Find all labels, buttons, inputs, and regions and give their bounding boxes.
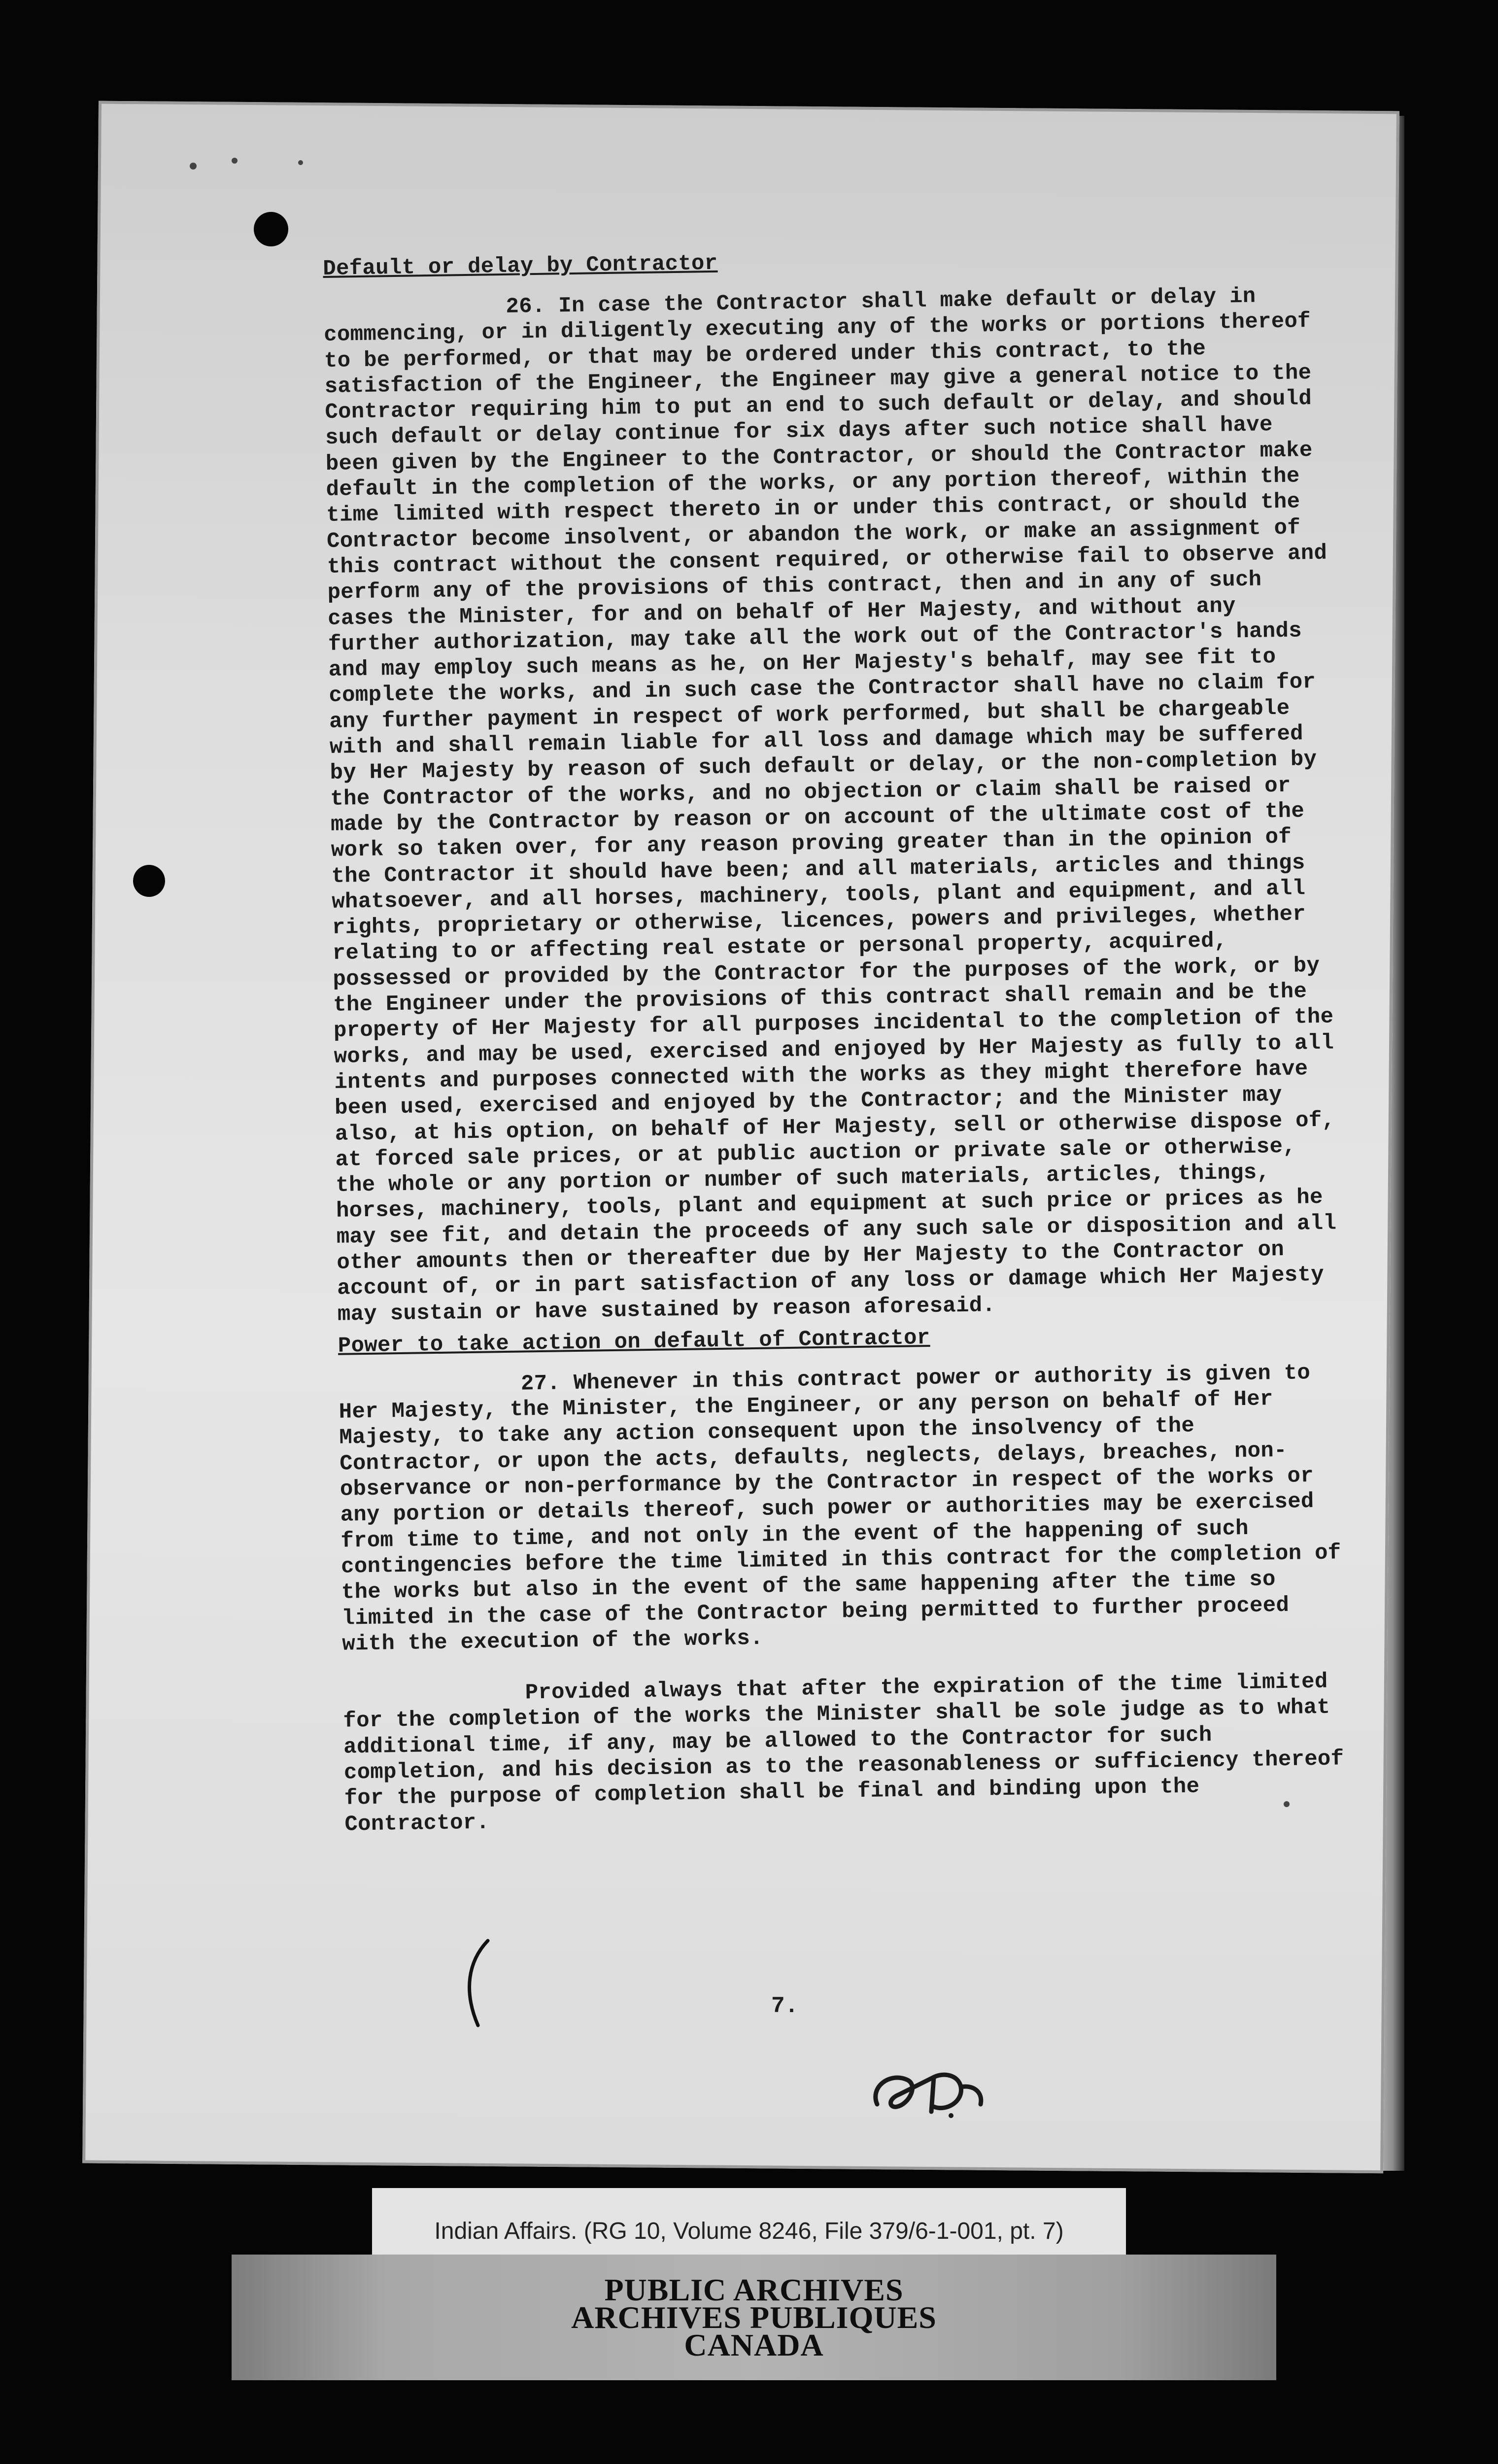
archive-reference: Indian Affairs. (RG 10, Volume 8246, File 379/6-1-001, pt. 7) xyxy=(434,2218,1064,2244)
archive-stamp-text xyxy=(232,2255,1276,2380)
section-26-paragraph: 26. In case the Contractor shall make default or delay in commencing, or in diligently executing any of the works or portions thereof to be performed, or that may be ordered under this contract, to the satisfaction of the Engineer, the Engineer may give a general notice to the Contractor requiring him to put an end to such default or delay, and should such default or delay continue for six days after such notice shall have been given by the Engineer to the Contractor, or should the Contractor make default in the completion of the works, or any portion thereof, within the time limited with respect thereto in or under this contract, or should the Contractor become insolvent, or abandon the work, or make an assignment of this contract without the consent required, or otherwise fail to observe and perform any of the provisions of this contract, then and in any of such cases the Minister, for and on behalf of Her Majesty, and without any further authorization, may take all the work out of the Contractor's hands and may employ such means as he, on Her Majesty's behalf, may see fit to complete the works, and in such case the Contractor shall have no claim for any further payment in respect of work performed, but shall be chargeable with and shall remain liable for all loss and damage which may be suffered by Her Majesty by reason of such default or delay, or the non-completion by the Contractor of the works, and no objection or claim shall be raised or made by the Contractor by reason or on account of the ultimate cost of the work so taken over, for any reason proving greater than in the opinion of the Contractor it should have been; and all materials, articles and things whatsoever, and all horses, machinery, tools, plant and equipment, and all rights, proprietary or otherwise, licences, powers and privileges, whether relating to or affecting real estate or personal property, acquired, possessed or provided by the Contractor for the purposes of the work, or by the Engineer under the provisions of this contract shall remain and be the property of Her Majesty for all purposes incidental to the completion of the works, and may be used, exercised and enjoyed by Her Majesty as fully to all intents and purposes connected with the works as they might therefore have been used, exercised and enjoyed by the Contractor; and the Minister may also, at his option, on behalf of Her Majesty, sell or otherwise dispose of, at forced sale prices, or at public auction or private sale or otherwise, the whole or any portion or number of such materials, articles, things, horses, machinery, tools, plant and equipment at such price or prices as he may see fit, and detain the proceeds of any such sale or disposition and all other amounts then or thereafter due by Her Majesty to the Contractor on account of, or in part satisfaction of any loss or damage which Her Majesty may sustain or have sustained by reason aforesaid. xyxy=(323,284,1337,1327)
section-27-proviso-paragraph: Provided always that after the expiration of the time limited for the completion of the works the Minister shall be sole judge as to what additional time, if any, may be allowed to the Contractor for such completion, and his decision as to the reasonableness or sufficiency thereof for the purpose of completion shall be final and binding upon the Contractor. xyxy=(343,1669,1344,1837)
stamp-line-3: CANADA xyxy=(684,2327,824,2362)
punch-hole-top xyxy=(254,212,288,246)
archive-stamp xyxy=(232,2255,1276,2380)
page-number: 7. xyxy=(771,1993,799,2019)
speck xyxy=(298,160,303,165)
punch-hole-middle xyxy=(133,865,165,897)
section-27-heading: Power to take action on default of Contractor xyxy=(338,1325,930,1359)
section-26-heading: Default or delay by Contractor xyxy=(323,251,718,281)
stamp-line-1: PUBLIC ARCHIVES xyxy=(604,2272,904,2307)
stamp-line-2: ARCHIVES PUBLIQUES xyxy=(571,2299,937,2335)
document-body xyxy=(323,242,1355,1837)
section-27-paragraph: 27. Whenever in this contract power or authority is given to Her Majesty, the Minister, the Engineer, or any person on behalf of Her Majesty, to take any action consequent upon the insolvency of the Contractor, or upon the acts, defaults, neglects, delays, breaches, non-observance or non-performance by the Contractor in respect of the works or any portion or details thereof, such power or authorities may be exercised from time to time, and not only in the event of the happening of such contingencies before the time limited in this contract for the completion of the works but also in the event of the same happening after the time so limited in the case of the Contractor being permitted to further proceed with the execution of the works. xyxy=(339,1361,1341,1657)
pen-mark xyxy=(458,1937,498,2030)
speck xyxy=(190,163,197,170)
speck xyxy=(232,158,238,164)
handwritten-initials xyxy=(860,2057,993,2122)
